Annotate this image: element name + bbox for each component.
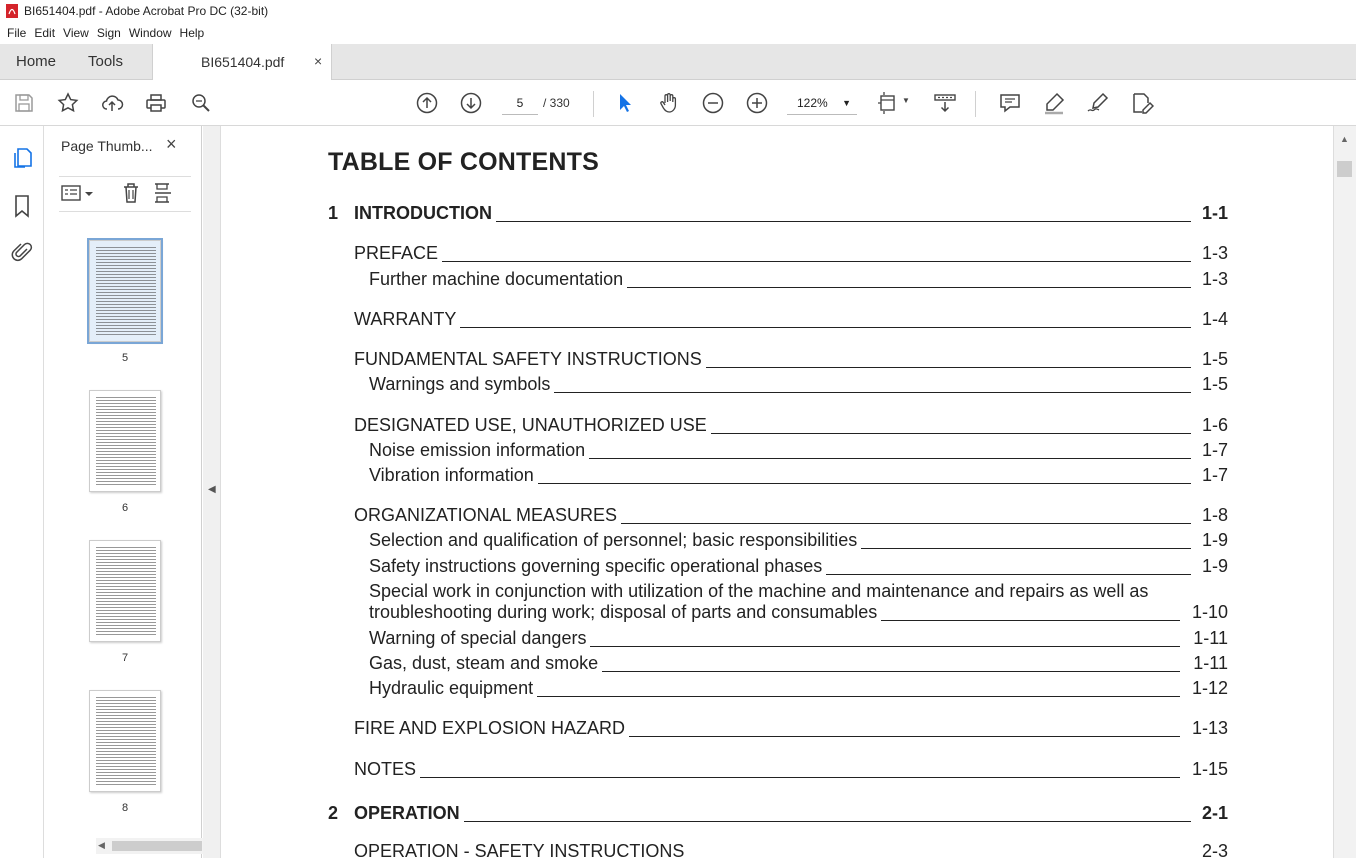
scroll-mode-icon[interactable] <box>933 91 957 115</box>
tab-document-label: BI651404.pdf <box>201 54 285 70</box>
collapse-arrow-icon[interactable]: ◀ <box>208 484 216 495</box>
scroll-left-arrow-icon[interactable]: ◀ <box>98 840 105 850</box>
toc-page-number: 1-7 <box>1201 440 1228 460</box>
menu-help[interactable]: Help <box>179 26 205 40</box>
thumbnail-preview <box>96 397 156 485</box>
zoom-out-icon[interactable] <box>701 91 725 115</box>
save-icon[interactable] <box>12 91 36 115</box>
toc-entry-row[interactable] <box>328 718 1228 740</box>
toc-entry-title: ORGANIZATIONAL MEASURES <box>354 505 621 526</box>
toc-page-number: 1-7 <box>1201 465 1228 485</box>
toc-page-number: 1-5 <box>1201 349 1228 369</box>
toc-entry-row[interactable] <box>328 269 1228 291</box>
toc-entry-row[interactable] <box>328 349 1228 371</box>
toc-leader-line <box>354 777 1180 778</box>
toc-entry-title: FUNDAMENTAL SAFETY INSTRUCTIONS <box>354 349 706 370</box>
toc-entry-title: WARRANTY <box>354 309 460 330</box>
toc-leader-line <box>354 261 1191 262</box>
menu-file[interactable]: File <box>7 26 27 40</box>
menu-sign[interactable]: Sign <box>96 26 121 40</box>
toc-entry-row[interactable] <box>328 678 1228 700</box>
toc-entry-row[interactable] <box>328 374 1228 396</box>
toc-entry-title: Special work in conjunction with utilization of the machine and maintenance and repairs as well as <box>369 581 1152 602</box>
acrobat-pdf-icon <box>5 4 19 18</box>
fill-sign-icon[interactable] <box>1086 91 1110 115</box>
toc-entry-title: troubleshooting during work; disposal of parts and consumables <box>369 602 881 623</box>
scroll-up-arrow-icon[interactable]: ▲ <box>1340 134 1349 144</box>
toc-entry-row[interactable] <box>328 602 1228 624</box>
toc-entry-title: Warnings and symbols <box>369 374 554 395</box>
title-bar <box>0 0 1356 22</box>
document-vertical-scrollbar[interactable] <box>1333 126 1356 858</box>
toc-page-number: 1-3 <box>1201 243 1228 263</box>
toc-page-number: 1-11 <box>1193 628 1228 648</box>
toc-leader-line <box>354 821 1191 822</box>
thumbnail-options-icon[interactable] <box>60 181 98 205</box>
select-cursor-icon[interactable] <box>613 91 637 115</box>
menu-view[interactable]: View <box>63 26 89 40</box>
panel-collapse-handle[interactable] <box>203 126 221 858</box>
menu-window[interactable]: Window <box>128 26 172 40</box>
toc-page-number: 1-5 <box>1201 374 1228 394</box>
toc-entry-row[interactable] <box>328 759 1228 781</box>
toc-entry-row[interactable] <box>328 628 1228 650</box>
toc-entry-title: Warning of special dangers <box>369 628 590 649</box>
document-view[interactable] <box>221 126 1333 858</box>
toolbar-divider <box>593 91 594 117</box>
page-thumbnail[interactable] <box>89 390 161 492</box>
bookmark-star-icon[interactable] <box>56 91 80 115</box>
left-navigation-rail <box>0 126 44 858</box>
panel-toolbar <box>59 176 191 212</box>
comment-icon[interactable] <box>998 91 1022 115</box>
next-page-icon[interactable] <box>459 91 483 115</box>
panel-hscroll-thumb[interactable] <box>112 841 202 851</box>
toc-entry-row[interactable] <box>328 415 1228 437</box>
toc-entry-title: Gas, dust, steam and smoke <box>369 653 602 674</box>
tab-bar <box>0 44 1356 80</box>
toc-section-number: 2 <box>328 803 339 823</box>
zoom-level-value: 122% <box>797 96 828 110</box>
upload-cloud-icon[interactable] <box>100 91 124 115</box>
toc-entry-title: OPERATION - SAFETY INSTRUCTIONS <box>354 841 688 858</box>
fit-page-chevron-icon[interactable]: ▼ <box>902 96 910 105</box>
toc-entry-row[interactable] <box>328 309 1228 331</box>
find-zoom-icon[interactable] <box>189 91 213 115</box>
fit-page-icon[interactable] <box>877 91 901 115</box>
toc-entry-title: INTRODUCTION <box>354 203 496 224</box>
toc-page-number: 1-4 <box>1201 309 1228 329</box>
hand-tool-icon[interactable] <box>657 91 681 115</box>
thumbnail-list <box>44 226 184 836</box>
toc-entry-row[interactable] <box>328 465 1228 487</box>
toc-section-row[interactable] <box>328 203 1228 225</box>
toc-section-row[interactable] <box>328 803 1228 825</box>
toc-entry-row[interactable] <box>328 440 1228 462</box>
thumbnail-page-number: 8 <box>121 802 129 814</box>
toc-entry-row[interactable] <box>328 653 1228 675</box>
page-number-input[interactable]: 5 <box>502 91 538 115</box>
page-thumbnail[interactable] <box>89 540 161 642</box>
toc-entry-title: Hydraulic equipment <box>369 678 537 699</box>
attachments-paperclip-icon[interactable] <box>11 240 33 264</box>
toc-page-number: 2-1 <box>1201 803 1228 823</box>
delete-page-icon[interactable] <box>119 181 143 205</box>
thumbnail-page-number: 6 <box>121 502 129 514</box>
toc-entry-row[interactable] <box>328 243 1228 265</box>
toc-entry-row[interactable] <box>328 505 1228 527</box>
toc-page-number: 1-3 <box>1201 269 1228 289</box>
previous-page-icon[interactable] <box>415 91 439 115</box>
toc-entry-title: FIRE AND EXPLOSION HAZARD <box>354 718 629 739</box>
highlight-pen-icon[interactable] <box>1042 91 1066 115</box>
close-tab-icon[interactable]: × <box>314 53 323 69</box>
thumbnail-page-number: 5 <box>121 352 129 364</box>
toc-page-number: 1-10 <box>1191 602 1228 622</box>
toc-entry-title: PREFACE <box>354 243 442 264</box>
zoom-level-select[interactable] <box>787 91 857 115</box>
panel-title: Page Thumb... <box>61 138 153 154</box>
page-thumbnails-panel <box>44 126 202 858</box>
toc-page-number: 1-9 <box>1201 530 1228 550</box>
toc-page-number: 2-3 <box>1201 841 1228 858</box>
thumbnail-preview <box>96 547 156 635</box>
page-total: / 330 <box>543 96 570 110</box>
extract-page-icon[interactable] <box>151 181 175 205</box>
toc-entry-row[interactable] <box>328 530 1228 552</box>
toc-page-number: 1-11 <box>1193 653 1228 673</box>
toolbar-divider <box>975 91 976 117</box>
document-scroll-thumb[interactable] <box>1337 161 1352 177</box>
toc-entry-title: NOTES <box>354 759 420 780</box>
thumbnail-page-number: 7 <box>121 652 129 664</box>
toc-section-number: 1 <box>328 203 339 223</box>
toc-entry-title: Vibration information <box>369 465 538 486</box>
page-thumbnail[interactable] <box>89 240 161 342</box>
toc-leader-line <box>354 327 1191 328</box>
toc-page-number: 1-9 <box>1201 556 1228 576</box>
toc-page-number: 1-1 <box>1201 203 1228 223</box>
toc-entry-title: DESIGNATED USE, UNAUTHORIZED USE <box>354 415 711 436</box>
page-title: TABLE OF CONTENTS <box>328 148 599 176</box>
tab-tools[interactable]: Tools <box>88 53 124 70</box>
thumbnail-preview <box>96 247 156 335</box>
toc-page-number: 1-6 <box>1201 415 1228 435</box>
toc-entry-title: Noise emission information <box>369 440 589 461</box>
menu-bar <box>0 22 1356 44</box>
toc-entry-title: Safety instructions governing specific operational phases <box>369 556 826 577</box>
tab-document[interactable] <box>152 44 332 81</box>
page-thumbnails-icon[interactable] <box>11 146 33 170</box>
chevron-down-icon: ▼ <box>842 98 851 108</box>
toc-entry-row[interactable] <box>328 581 1228 603</box>
tab-home[interactable]: Home <box>16 53 57 70</box>
zoom-in-icon[interactable] <box>745 91 769 115</box>
toc-page-number: 1-8 <box>1201 505 1228 525</box>
page-thumbnail[interactable] <box>89 690 161 792</box>
thumbnail-preview <box>96 697 156 785</box>
close-panel-icon[interactable]: × <box>166 134 177 154</box>
toc-page-number: 1-15 <box>1191 759 1228 779</box>
toc-entry-title: Further machine documentation <box>369 269 627 290</box>
toc-page-number: 1-13 <box>1191 718 1228 738</box>
print-icon[interactable] <box>144 91 168 115</box>
toc-entry-row[interactable] <box>328 556 1228 578</box>
toc-entry-row[interactable] <box>328 841 1228 858</box>
window-title: BI651404.pdf - Adobe Acrobat Pro DC (32-bit) <box>24 4 269 18</box>
edit-pdf-icon[interactable] <box>1130 91 1154 115</box>
toc-page-number: 1-12 <box>1191 678 1228 698</box>
toc-entry-title: OPERATION <box>354 803 464 824</box>
bookmarks-icon[interactable] <box>13 194 31 218</box>
toc-entry-title: Selection and qualification of personnel; basic responsibilities <box>369 530 861 551</box>
menu-edit[interactable]: Edit <box>34 26 56 40</box>
